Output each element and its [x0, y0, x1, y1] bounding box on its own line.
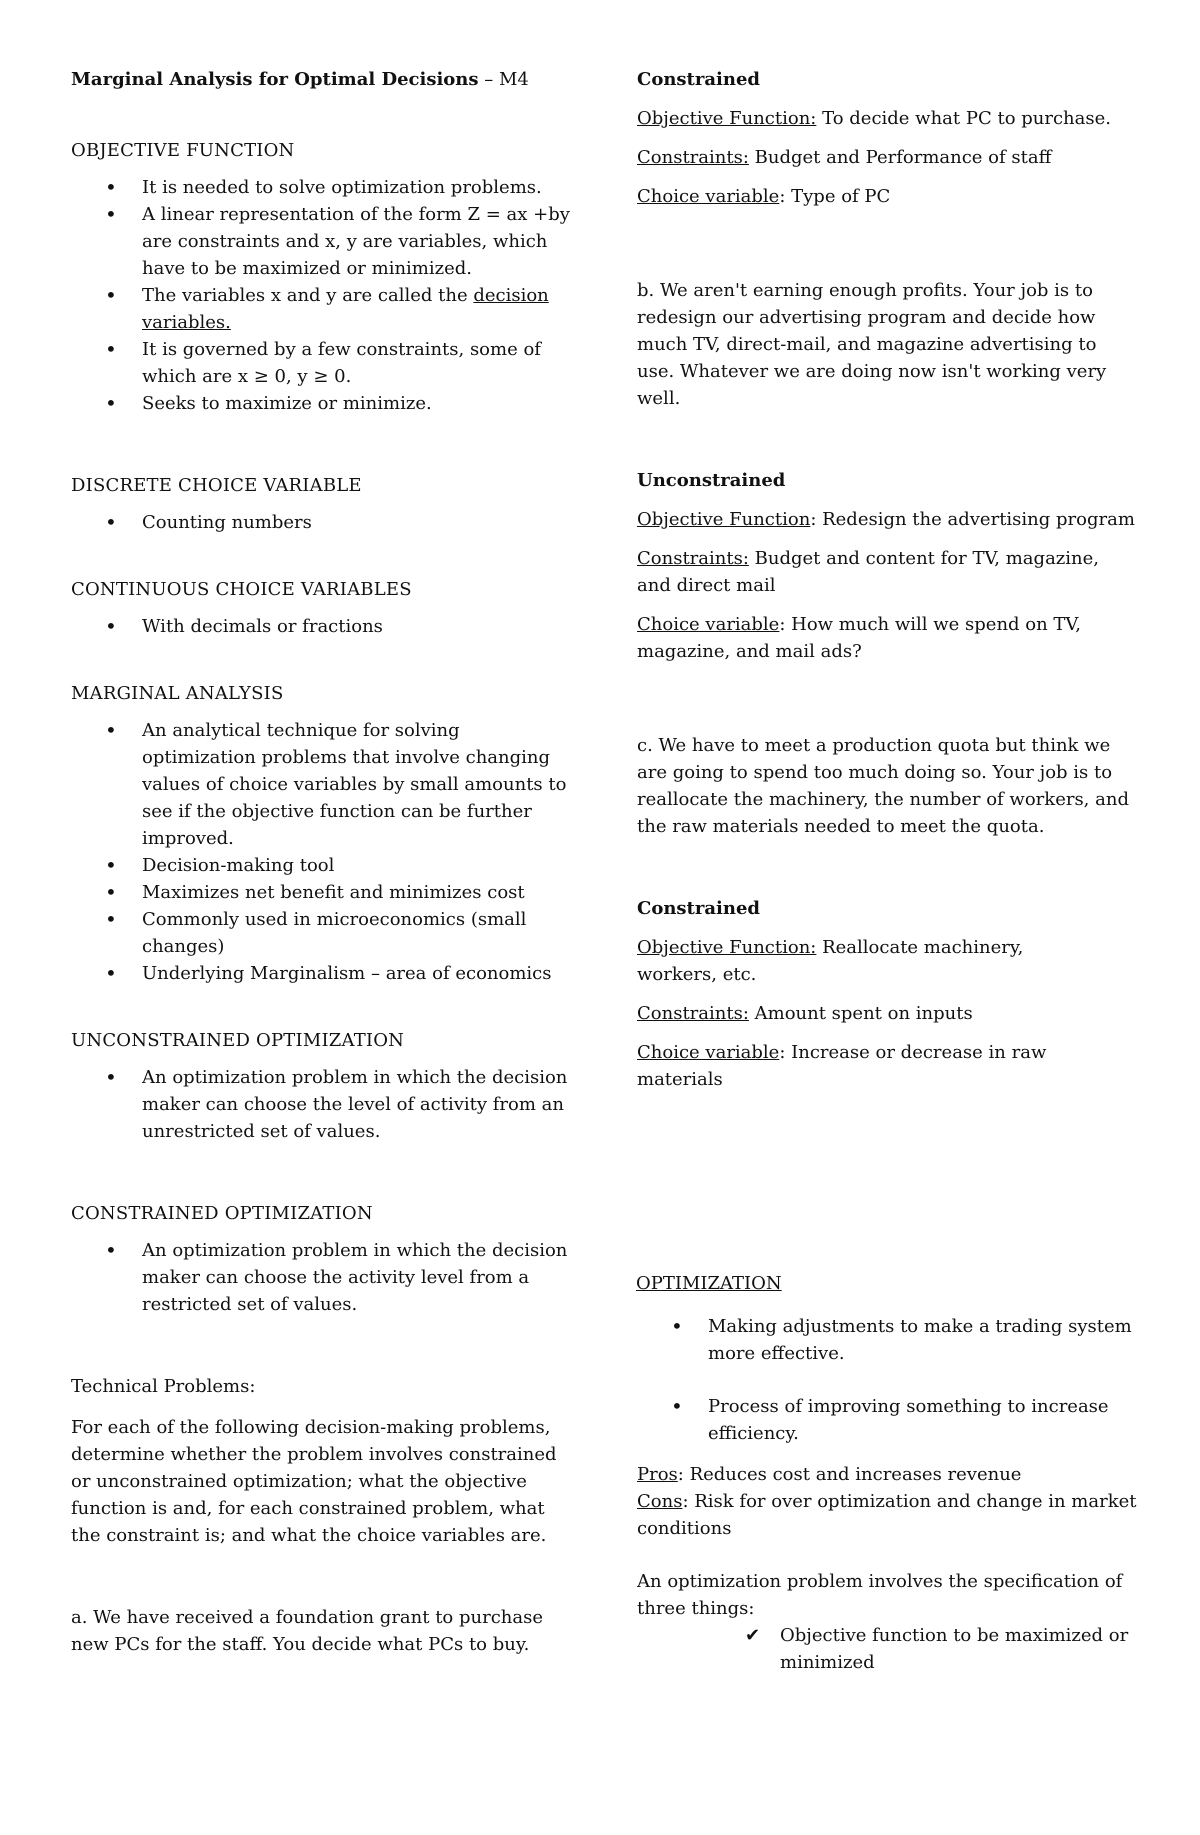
answer-a-objective	[637, 105, 1137, 132]
answer-b-type: Unconstrained	[637, 470, 786, 491]
objective-function-list	[71, 174, 576, 417]
bullet-text: The variables x and y are called the	[142, 285, 474, 306]
field-value: : How much will we spend on TV, magazine, and mail ads?	[637, 614, 1082, 662]
field-value: : Increase or decrease in raw materials	[637, 1042, 1047, 1090]
list-item: • With decimals or fractions	[142, 613, 576, 640]
field-label: Objective Function:	[637, 108, 817, 129]
problem-a: a. We have received a foundation grant to purchase new PCs for the staff. You decide what PCs to buy.	[71, 1607, 544, 1655]
check-mark-icon: ✔	[745, 1625, 761, 1646]
answer-a-constraints	[637, 144, 1137, 171]
list-item: • Counting numbers	[142, 509, 576, 536]
list-item	[142, 282, 576, 336]
heading-marginal-analysis: MARGINAL ANALYSIS	[71, 683, 284, 704]
field-value: To decide what PC to purchase.	[816, 108, 1111, 129]
field-value: : Redesign the advertising program	[810, 509, 1135, 530]
answer-c-constraints	[637, 1000, 1137, 1027]
field-value: Budget and content for TV, magazine, and direct mail	[637, 548, 1100, 596]
heading-unconstrained-optimization: UNCONSTRAINED OPTIMIZATION	[71, 1030, 405, 1051]
answer-b-objective	[637, 506, 1137, 533]
left-column	[71, 66, 576, 1658]
list-item: • Underlying Marginalism – area of economics	[142, 960, 576, 987]
heading-discrete-choice-variable: DISCRETE CHOICE VARIABLE	[71, 475, 362, 496]
list-item: • Seeks to maximize or minimize.	[142, 390, 576, 417]
heading-constrained-optimization: CONSTRAINED OPTIMIZATION	[71, 1203, 373, 1224]
field-label: Choice variable	[637, 1042, 780, 1063]
optimization-list	[637, 1313, 1137, 1447]
optimization-section	[637, 1270, 1137, 1676]
cons-text: : Risk for over optimization and change in market conditions	[637, 1491, 1137, 1539]
answer-a-choice	[637, 183, 1137, 210]
marginal-analysis-list	[71, 717, 576, 987]
pros-line	[637, 1461, 1137, 1488]
field-value: Budget and Performance of staff	[748, 147, 1052, 168]
field-label: Choice variable	[637, 186, 780, 207]
constrained-list	[71, 1237, 576, 1318]
list-item: • Commonly used in microeconomics (small changes)	[142, 906, 576, 960]
list-item: • Process of improving something to increase efficiency.	[708, 1393, 1137, 1447]
title-bold: Marginal Analysis for Optimal Decisions	[71, 69, 479, 90]
right-column	[637, 66, 1137, 1105]
cons-label: Cons	[637, 1491, 683, 1512]
answer-b-choice	[637, 611, 1137, 665]
list-item: • Decision-making tool	[142, 852, 576, 879]
list-item: • It is governed by a few constraints, some of which are x ≥ 0, y ≥ 0.	[142, 336, 576, 390]
specification-intro: An optimization problem involves the specification of three things:	[637, 1571, 1123, 1619]
answer-c-objective	[637, 934, 1137, 988]
list-item: • Maximizes net benefit and minimizes cost	[142, 879, 576, 906]
field-label: Constraints:	[637, 1003, 749, 1024]
title-suffix: – M4	[478, 69, 529, 90]
list-item: • Making adjustments to make a trading system more effective.	[708, 1313, 1137, 1367]
list-item: • An optimization problem in which the decision maker can choose the level of activity from an unrestricted set of values.	[142, 1064, 576, 1145]
field-value: workers, etc.	[637, 964, 757, 985]
list-item: • A linear representation of the form Z = ax +by are constraints and x, y are variables, which have to be maximized or minimized.	[142, 201, 576, 282]
field-value: Amount spent on inputs	[748, 1003, 973, 1024]
check-item	[637, 1622, 1137, 1676]
field-label: Constraints:	[637, 147, 749, 168]
field-value: : Type of PC	[779, 186, 891, 207]
pros-text: : Reduces cost and increases revenue	[677, 1464, 1022, 1485]
pros-label: Pros	[637, 1464, 678, 1485]
heading-objective-function: OBJECTIVE FUNCTION	[71, 140, 295, 161]
list-item: • An analytical technique for solving optimization problems that involve changing values of choice variables by small amounts to see if the objective function can be further improved.	[142, 717, 576, 852]
list-item: • It is needed to solve optimization problems.	[142, 174, 576, 201]
check-item-text: Objective function to be maximized or minimized	[780, 1625, 1129, 1673]
answer-b-constraints	[637, 545, 1137, 599]
field-label: Objective Function:	[637, 937, 817, 958]
unconstrained-list	[71, 1064, 576, 1145]
continuous-list	[71, 613, 576, 640]
cons-line	[637, 1488, 1137, 1542]
decision-variables-term: decision variables.	[142, 285, 549, 333]
answer-c-type: Constrained	[637, 898, 760, 919]
document-title	[71, 66, 576, 93]
field-value: Reallocate machinery,	[816, 937, 1024, 958]
answer-a-type: Constrained	[637, 69, 760, 90]
problem-c: c. We have to meet a production quota but think we are going to spend too much doing so. Your job is to reallocate the machinery, the number of workers, and the raw materials needed to meet the quota.	[637, 735, 1129, 837]
discrete-list	[71, 509, 576, 536]
field-label: Choice variable	[637, 614, 780, 635]
heading-optimization: OPTIMIZATION	[636, 1273, 782, 1294]
field-label: Objective Function	[637, 509, 811, 530]
problem-b: b. We aren't earning enough profits. Your job is to redesign our advertising program and decide how much TV, direct-mail, and magazine advertising to use. Whatever we are doing now isn't working very well.	[637, 280, 1107, 409]
technical-problems-intro: For each of the following decision-making problems, determine whether the problem involves constrained or unconstrained optimization; what the objective function is and, for each constrained problem, what the constraint is; and what the choice variables are.	[71, 1417, 557, 1546]
technical-problems-heading: Technical Problems:	[71, 1376, 256, 1397]
list-item: • An optimization problem in which the decision maker can choose the activity level from a restricted set of values.	[142, 1237, 576, 1318]
heading-continuous-choice-variables: CONTINUOUS CHOICE VARIABLES	[71, 579, 412, 600]
answer-c-choice	[637, 1039, 1137, 1093]
field-label: Constraints:	[637, 548, 749, 569]
